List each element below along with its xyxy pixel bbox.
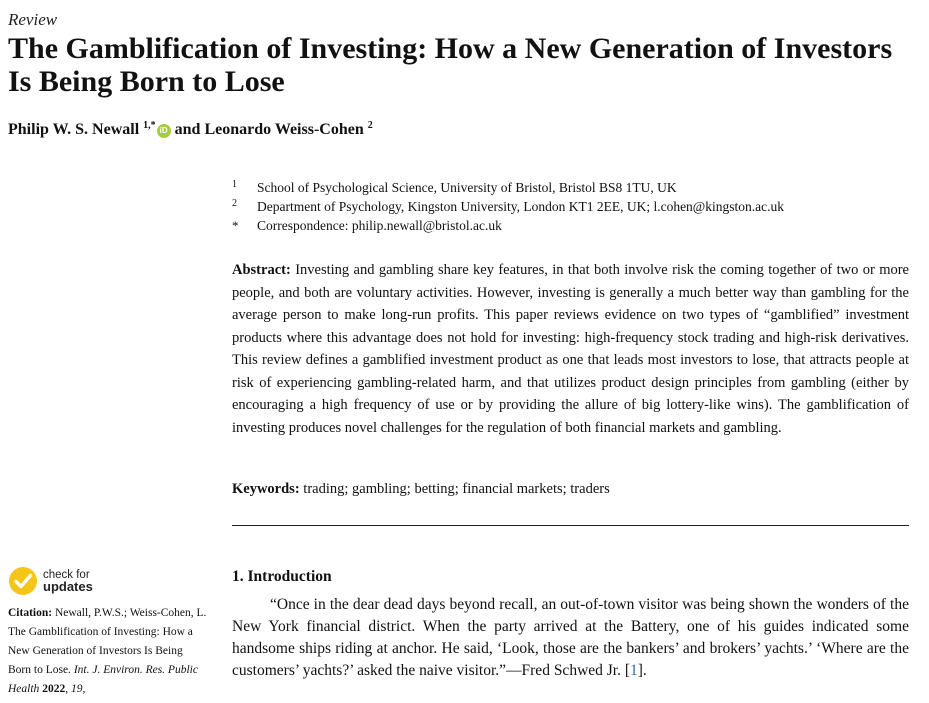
author-superscript: 2 [367, 120, 373, 131]
abstract-text: Investing and gambling share key features, in that both involve risk the coming together of two or more people, and both are voluntary activities. However, investing is generally a much better way than gambling for the average person to make long-run profits. This paper reviews evidence on two types of “gamblified” investment products where this advantage does not hold for investing: high-frequency stock trading and high-risk derivatives. This review defines a gamblified investment product as one that leads most investors to lose, that attracts people at risk of experiencing gambling-related harm, and that utilizes product design principles from gambling (either by encouraging a high frequency of use or by providing the allure of big lottery-like wins). The gamblification of investing produces novel challenges for the regulation of both financial markets and gambling. [232, 262, 909, 436]
correspondence-row [232, 216, 784, 235]
author-connector: and [174, 121, 201, 138]
affiliations [232, 178, 784, 235]
abstract [232, 259, 909, 439]
citation-separator: , [65, 683, 69, 695]
reference-link[interactable]: 1 [630, 662, 638, 679]
check-for-updates-line2: updates [43, 579, 93, 594]
introduction-paragraph-end: ]. [637, 662, 647, 679]
keywords-label: Keywords: [232, 481, 300, 497]
citation-journal: Int. J. Environ. Res. Public Health [8, 664, 198, 695]
affiliation-mark: * [232, 218, 239, 233]
abstract-label: Abstract: [232, 262, 291, 278]
affiliation-mark: 2 [232, 198, 237, 209]
check-for-updates-line1: check for [43, 569, 90, 581]
introduction-quote: “Once in the dear dead days beyond recall, an out-of-town visitor was being shown the wonders of the New York financial district. When the party arrived at the Battery, one of his guides indicated some handsome ships riding at anchor. He said, ‘Look, those are the bankers’ and brokers’ yachts.’ ‘Where are the customers’ yachts?’ asked the naive visitor.”—Fred Schwed Jr. [ [232, 596, 909, 679]
citation-year: 2022 [42, 683, 66, 695]
keywords-text: trading; gambling; betting; financial markets; traders [303, 481, 610, 497]
checkmark-badge-icon [8, 566, 38, 596]
affiliation-row [232, 197, 784, 216]
section-heading-introduction: 1. Introduction [232, 568, 332, 585]
introduction-paragraph [232, 594, 909, 682]
check-for-updates-button[interactable] [8, 566, 93, 596]
affiliation-row [232, 178, 784, 197]
citation-volume: 19, [70, 683, 86, 695]
citation-label: Citation: [8, 607, 53, 619]
orcid-icon[interactable]: iD [157, 124, 171, 138]
article-type-label: Review [8, 10, 58, 29]
affiliation-mark: 1 [232, 179, 237, 190]
author-name: Philip W. S. Newall [8, 121, 140, 138]
author-name: Leonardo Weiss-Cohen [204, 121, 364, 138]
section-divider [232, 525, 909, 526]
check-for-updates-text [43, 569, 93, 593]
citation-block [8, 604, 208, 699]
citation-text: Newall, P.W.S.; Weiss-Cohen, L. The Gamblification of Investing: How a New Generation of Investors Is Being Born to Lose. [8, 607, 207, 676]
affiliation-text: School of Psychological Science, University of Bristol, Bristol BS8 1TU, UK [257, 180, 677, 195]
author-list [8, 120, 373, 139]
author-superscript: 1,* [143, 120, 156, 131]
correspondence-text: Correspondence: philip.newall@bristol.ac.uk [257, 218, 502, 233]
keywords [232, 481, 610, 498]
affiliation-text: Department of Psychology, Kingston University, London KT1 2EE, UK; l.cohen@kingston.ac.uk [257, 199, 784, 214]
article-title: The Gamblification of Investing: How a New Generation of Investors Is Being Born to Lose [8, 32, 893, 98]
